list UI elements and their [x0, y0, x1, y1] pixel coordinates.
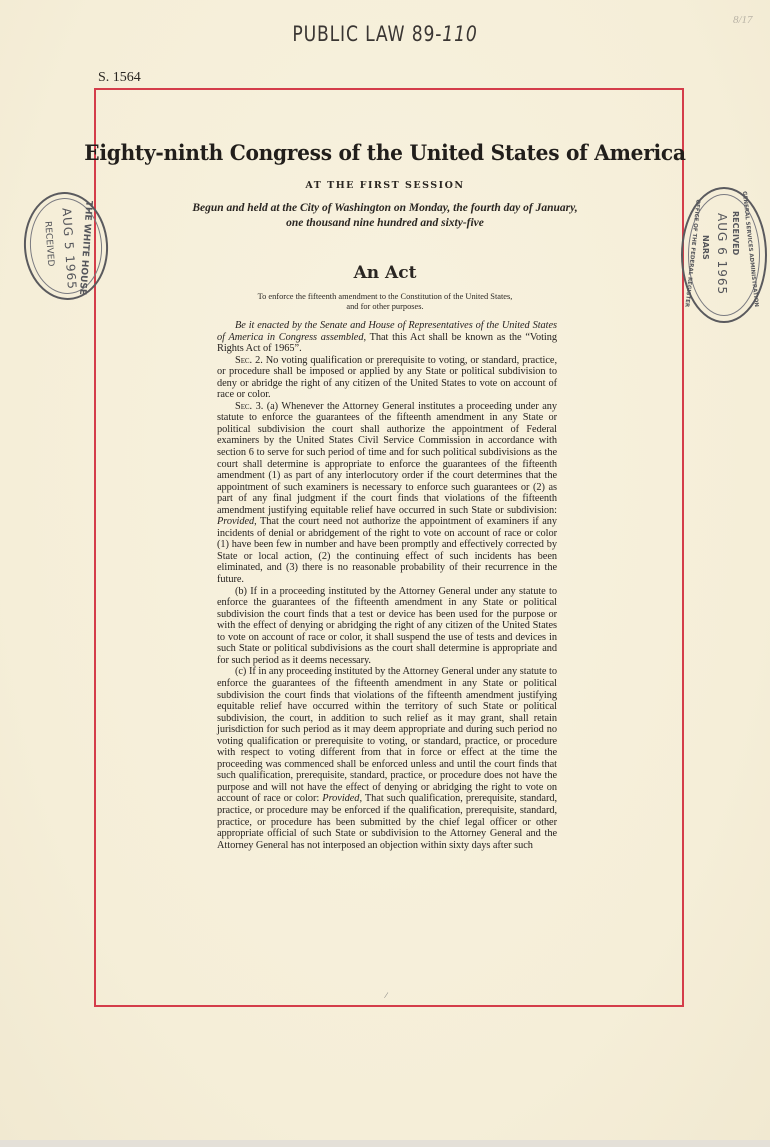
convening-line-1: Begun and held at the City of Washington on Monday, the fourth day of January,: [192, 202, 578, 214]
act-body: [217, 320, 557, 851]
purpose-line-1: To enforce the fifteenth amendment to the Constitution of the United States,: [257, 292, 513, 301]
enacting-clause: [217, 320, 557, 355]
section-3c-provided: Provided: [322, 793, 360, 805]
section-3c: [217, 666, 557, 851]
convening-line-2: one thousand nine hundred and sixty-five: [286, 217, 484, 229]
section-3a-text-2: , That the court need not authorize the appointment of examiners if any incidents of denial or abridgement of the right to vote on account of race or color (1) have been few in number and have been promptly and effectively corrected by State or local action, (2) the continuing effect of such incidents has been eliminated, and (3) there is no reasonable probability of their recurrence in the future.: [217, 516, 557, 586]
pencil-corner-note: 8/17: [733, 14, 753, 26]
act-heading: An Act: [353, 263, 417, 283]
law-label: PUBLIC LAW: [292, 22, 406, 46]
section-3a: [217, 401, 557, 586]
section-3b: (b) If in a proceeding instituted by the Attorney General under any statute to enforce the guarantees of the fifteenth amendment in any State or political subdivision the court finds that a test or device has been used for the purpose or with the effect of denying or abridging the right of any citizen of the United States to vote on account of race or color, it shall suspend the use of tests and devices in such State or political subdivisions as the court shall determine is appropriate and for such period as it deems necessary.: [217, 585, 557, 666]
federal-register-received-stamp: [681, 187, 767, 323]
public-law-number: [69, 22, 700, 46]
section-3c-text-1: (c) If in any proceeding instituted by the Attorney General under any statute to enforce the guarantees of the fifteenth amendment in any State or political subdivision the court finds that violations of the fifteenth amendment justifying equitable relief have occurred within the territory of such State or political subdivision, the court, in addition to such relief as it may grant, shall retain jurisdiction for such period as it may deem appropriate and during such period no voting qualification or prerequisite to voting, or standard, practice, or procedure with respect to voting different from that in force or effect at the time the proceeding was commenced shall be enforced unless and until the court finds that such qualification, prerequisite, standard, practice, or procedure does not have the purpose and will not have the effect of denying or abridging the right to vote on account of race or color:: [217, 666, 557, 805]
section-3c-text-2: , That such qualification, prerequisite, standard, practice, or procedure may be enforced if the qualification, prerequisite, standard, practice, or procedure has been submitted by the chief legal officer or other appropriate official of such State or subdivision to the Attorney General and the Attorney General has not interposed an objection within sixty days after such: [217, 793, 557, 851]
enacting-rest: , That this Act shall be known as the “Voting Rights Act of 1965”.: [217, 331, 558, 355]
page-bottom-edge: [0, 1140, 770, 1147]
congress-title: Eighty-ninth Congress of the United States of America: [84, 140, 686, 165]
session-line: AT THE FIRST SESSION: [305, 180, 465, 191]
section-2-text: No voting qualification or prerequisite to voting, or standard, practice, or procedure shall be imposed or applied by any State or political subdivision to deny or abridge the right of any citizen of the United States to vote on account of race or color.: [217, 354, 558, 401]
pencil-mark: /: [383, 989, 389, 1001]
purpose-line-2: and for other purposes.: [346, 302, 424, 311]
law-number-handwritten: 110: [442, 22, 478, 46]
enacting-italic: Be it enacted by the Senate and House of Representatives of the United States of America in Congress assembled: [217, 320, 557, 343]
section-3-label: Sec. 3.: [235, 400, 264, 412]
section-2-label: Sec. 2.: [235, 354, 263, 366]
stamp-agency: NARS: [701, 235, 710, 260]
law-number-printed: 89-: [411, 22, 443, 46]
stamp-status: RECEIVED: [731, 211, 740, 256]
stamp-status: RECEIVED: [42, 220, 56, 267]
convening-statement: [0, 201, 770, 231]
stamp-office: OFFICE OF THE FEDERAL REGISTER: [683, 198, 701, 308]
stamp-date: AUG 6 1965: [715, 213, 729, 296]
stamp-date: AUG 5 1965: [59, 207, 80, 291]
section-3a-provided: Provided: [217, 516, 255, 528]
section-3a-text-1: (a) Whenever the Attorney General institutes a proceeding under any statute to enforce the guarantees of the fifteenth amendment in any State or political subdivision the court shall authorize the appointment of Federal examiners by the United States Civil Service Commission in accordance with section 6 to serve for such period of time and for such political subdivisions as the court shall determine is appropriate to enforce the guarantees of the fifteenth amendment (1) as part of any interlocutory order if the court determines that the appointment of such examiners is necessary to enforce such guarantees or (2) as part of any final judgment if the court finds that violations of the fifteenth amendment justifying equitable relief have occurred in such State or subdivision:: [217, 400, 557, 516]
section-2: [217, 355, 557, 401]
stamp-org-top: GENERAL SERVICES ADMINISTRATION: [740, 191, 760, 308]
bill-number: S. 1564: [98, 70, 141, 85]
act-purpose: [0, 292, 770, 312]
stamp-org: THE WHITE HOUSE: [76, 200, 94, 296]
